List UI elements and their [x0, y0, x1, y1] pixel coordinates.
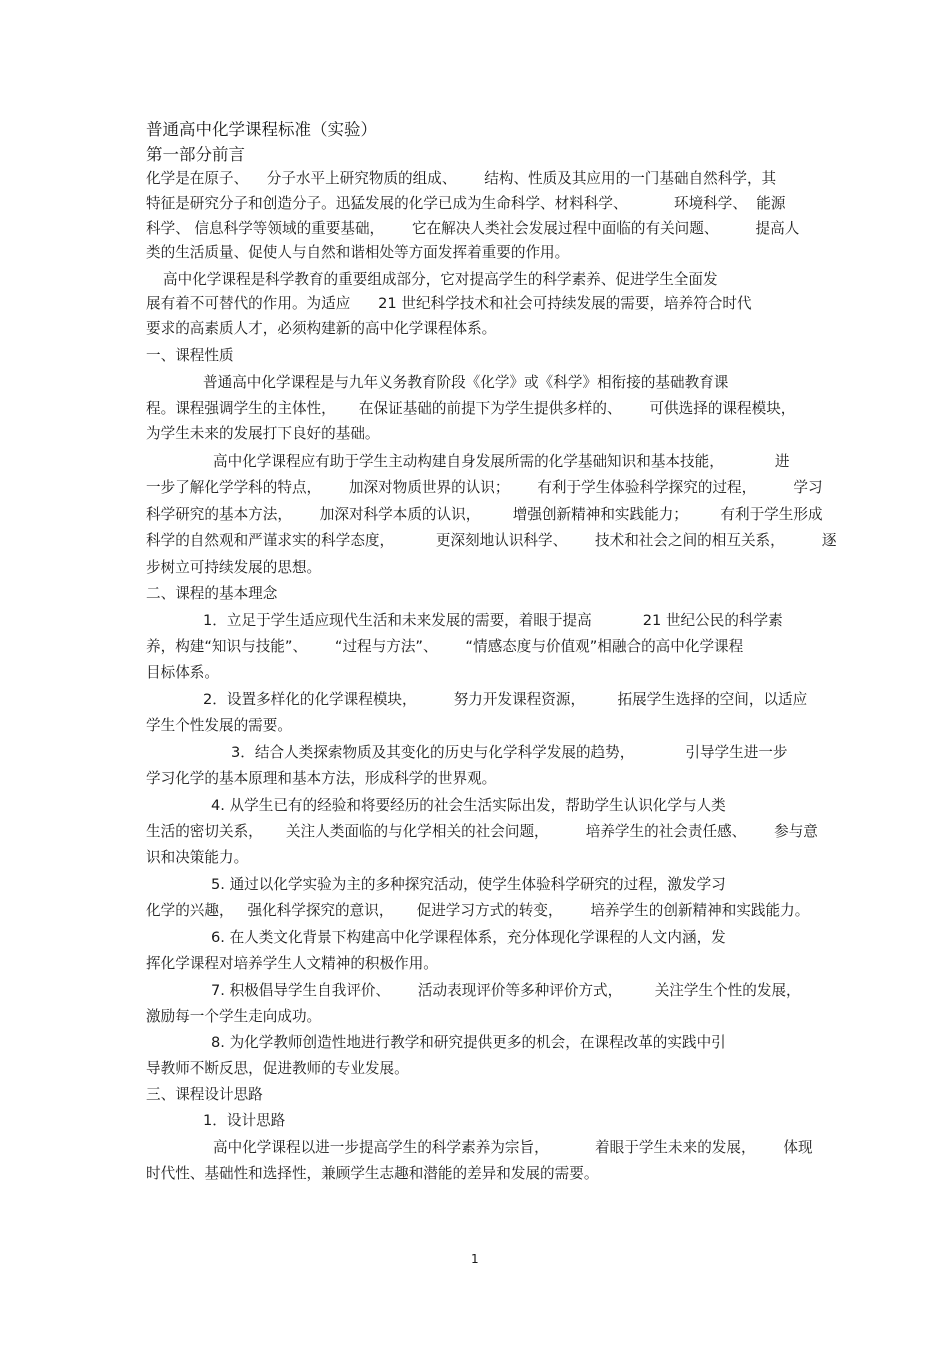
text-line: 1．立足于学生适应现代生活和未来发展的需要，着眼于提高 21 世纪公民的科学素 [203, 612, 783, 629]
text-line: 展有着不可替代的作用。为适应 21 世纪科学技术和社会可持续发展的需要，培养符合时代 [146, 295, 752, 312]
text-line: 二、课程的基本理念 [146, 585, 278, 602]
text-line: 养，构建“知识与技能”、 “过程与方法”、 “情感态度与价值观”相融合的高中化学课程 [146, 638, 744, 655]
text-line: 步树立可持续发展的思想。 [146, 559, 322, 576]
text-line: 5. 通过以化学实验为主的多种探究活动，使学生体验科学研究的过程，激发学习 [211, 876, 726, 893]
text-line: 一、课程性质 [146, 347, 234, 364]
text-line: 导教师不断反思，促进教师的专业发展。 [146, 1060, 409, 1077]
text-line: 程。课程强调学生的主体性， 在保证基础的前提下为学生提供多样的、 可供选择的课程模块， [146, 400, 796, 417]
text-line: 1．设计思路 [203, 1112, 286, 1129]
text-line: 高中化学课程以进一步提高学生的科学素养为宗旨， 着眼于学生未来的发展， 体现 [213, 1139, 813, 1156]
text-line: 学习化学的基本原理和基本方法，形成科学的世界观。 [146, 770, 497, 787]
text-line: 科学、 信息科学等领域的重要基础， 它在解决人类社会发展过程中面临的有关问题、 提高人 [146, 220, 800, 237]
document-title: 普通高中化学课程标准（实验） [146, 120, 377, 139]
page-number: 1 [471, 1252, 479, 1266]
text-line: 2．设置多样化的化学课程模块， 努力开发课程资源， 拓展学生选择的空间，以适应 [203, 691, 808, 708]
text-line: 生活的密切关系， 关注人类面临的与化学相关的社会问题， 培养学生的社会责任感、 参与意 [146, 823, 818, 840]
text-line: 三、课程设计思路 [146, 1086, 263, 1103]
text-line: 类的生活质量、促使人与自然和谐相处等方面发挥着重要的作用。 [146, 244, 570, 261]
text-line: 要求的高素质人才，必须构建新的高中化学课程体系。 [146, 320, 497, 337]
part-heading: 第一部分前言 [146, 145, 245, 164]
text-line: 一步了解化学学科的特点， 加深对物质世界的认识； 有利于学生体验科学探究的过程， 学习 [146, 479, 823, 496]
text-line: 目标体系。 [146, 664, 219, 681]
text-line: 时代性、基础性和选择性，兼顾学生志趣和潜能的差异和发展的需要。 [146, 1165, 599, 1182]
text-line: 8. 为化学教师创造性地进行教学和研究提供更多的机会，在课程改革的实践中引 [211, 1034, 726, 1051]
text-line: 3．结合人类探索物质及其变化的历史与化学科学发展的趋势， 引导学生进一步 [231, 744, 788, 761]
text-line: 高中化学课程是科学教育的重要组成部分，它对提高学生的科学素养、促进学生全面发 [163, 271, 718, 288]
text-line: 挥化学课程对培养学生人文精神的积极作用。 [146, 955, 438, 972]
text-line: 高中化学课程应有助于学生主动构建自身发展所需的化学基础知识和基本技能， 进 [213, 453, 790, 470]
text-line: 6. 在人类文化背景下构建高中化学课程体系，充分体现化学课程的人文内涵，发 [211, 929, 726, 946]
text-line: 化学是在原子、 分子水平上研究物质的组成、 结构、性质及其应用的一门基础自然科学，其 [146, 170, 777, 187]
text-line: 科学的自然观和严谨求实的科学态度， 更深刻地认识科学、 技术和社会之间的相互关系， 逐 [146, 532, 837, 549]
text-line: 4. 从学生已有的经验和将要经历的社会生活实际出发，帮助学生认识化学与人类 [211, 797, 726, 814]
text-line: 化学的兴趣， 强化科学探究的意识， 促进学习方式的转变， 培养学生的创新精神和实践能力。 [146, 902, 810, 919]
text-line: 科学研究的基本方法， 加深对科学本质的认识， 增强创新精神和实践能力； 有利于学生形成 [146, 506, 823, 523]
text-line: 为学生未来的发展打下良好的基础。 [146, 425, 380, 442]
text-line: 学生个性发展的需要。 [146, 717, 292, 734]
text-line: 7. 积极倡导学生自我评价、 活动表现评价等多种评价方式， 关注学生个性的发展， [211, 982, 801, 999]
text-line: 识和决策能力。 [146, 849, 249, 866]
text-line: 激励每一个学生走向成功。 [146, 1008, 322, 1025]
text-line: 特征是研究分子和创造分子。迅猛发展的化学已成为生命科学、材料科学、 环境科学、 能源 [146, 195, 786, 212]
text-line: 普通高中化学课程是与九年义务教育阶段《化学》或《科学》相衔接的基础教育课 [203, 374, 729, 391]
